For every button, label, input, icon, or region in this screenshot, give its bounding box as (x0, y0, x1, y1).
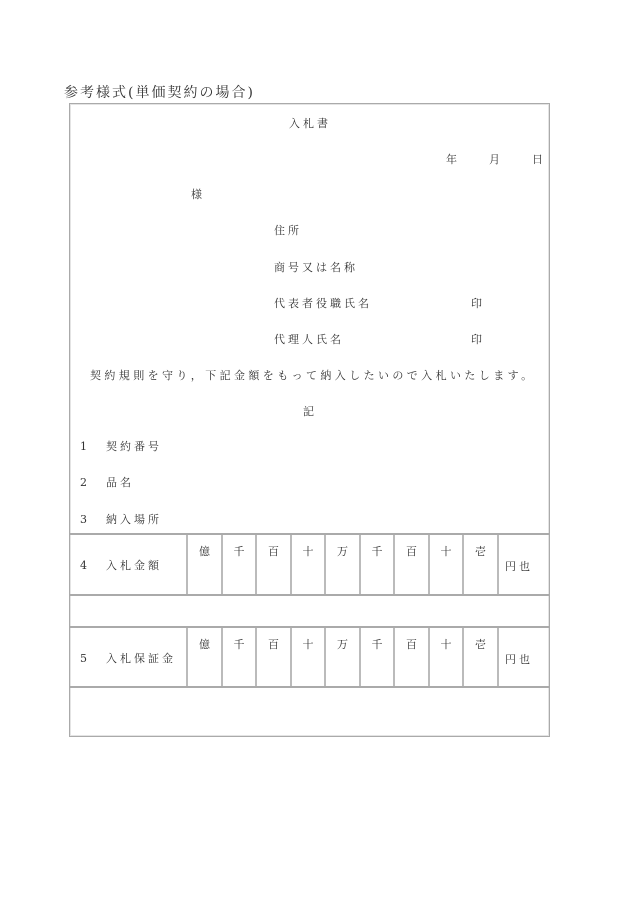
digit-cell-man[interactable]: 万 (324, 628, 359, 686)
item-label: 納入場所 (106, 513, 162, 526)
item-label: 品名 (106, 476, 134, 489)
bid-bond-row (70, 626, 549, 688)
digit-cell-hyaku-man[interactable]: 百 (255, 628, 290, 686)
agent-label: 代理人氏名 (274, 333, 344, 346)
item-number: 3 (80, 513, 90, 526)
digit-cell-juu[interactable]: 十 (428, 628, 462, 686)
digit-cell-oku[interactable]: 億 (186, 535, 221, 594)
bid-amount-label: 4 入札金額 (80, 559, 162, 572)
digit-cell-juu[interactable]: 十 (428, 535, 462, 594)
item-number: 2 (80, 476, 90, 489)
item-label: 契約番号 (106, 440, 162, 453)
bid-amount-note-area[interactable] (70, 596, 549, 626)
address-label: 住所 (274, 224, 302, 237)
item-delivery-place (80, 511, 162, 527)
date-day-label: 日 (532, 153, 546, 166)
bid-form (69, 103, 550, 737)
ki-label: 記 (303, 405, 317, 418)
representative-label: 代表者役職氏名 (274, 297, 372, 310)
form-title: 入札書 (289, 117, 331, 130)
addressee-suffix: 様 (191, 188, 205, 201)
digit-cell-ichi[interactable]: 壱 (462, 535, 497, 594)
item-product-name (80, 474, 134, 490)
bid-amount-row (70, 533, 549, 596)
form-caption: 参考様式(単価契約の場合) (64, 85, 255, 101)
digit-cell-sen[interactable]: 千 (359, 628, 393, 686)
item-contract-number (80, 438, 162, 454)
digit-cell-juu-man[interactable]: 十 (290, 628, 324, 686)
digit-cell-hyaku[interactable]: 百 (393, 628, 428, 686)
bid-statement: 契約規則を守り，下記金額をもって納入したいので入札いたします。 (90, 369, 536, 382)
seal-mark-agent: 印 (471, 333, 485, 346)
digit-cell-ichi[interactable]: 壱 (462, 628, 497, 686)
item-number: 1 (80, 440, 90, 453)
digit-cell-man[interactable]: 万 (324, 535, 359, 594)
date-year-label: 年 (446, 153, 460, 166)
yen-unit-cell: 円也 (497, 535, 549, 594)
digit-cell-sen-man[interactable]: 千 (221, 628, 255, 686)
yen-unit-cell: 円也 (497, 628, 549, 686)
date-month-label: 月 (489, 153, 503, 166)
digit-cell-hyaku-man[interactable]: 百 (255, 535, 290, 594)
bid-bond-note-area[interactable] (70, 688, 549, 736)
digit-cell-juu-man[interactable]: 十 (290, 535, 324, 594)
digit-cell-sen-man[interactable]: 千 (221, 535, 255, 594)
seal-mark-representative: 印 (471, 297, 485, 310)
digit-cell-sen[interactable]: 千 (359, 535, 393, 594)
company-label: 商号又は名称 (274, 261, 358, 274)
digit-cell-hyaku[interactable]: 百 (393, 535, 428, 594)
digit-cell-oku[interactable]: 億 (186, 628, 221, 686)
bid-bond-label: 5 入札保証金 (80, 652, 176, 665)
